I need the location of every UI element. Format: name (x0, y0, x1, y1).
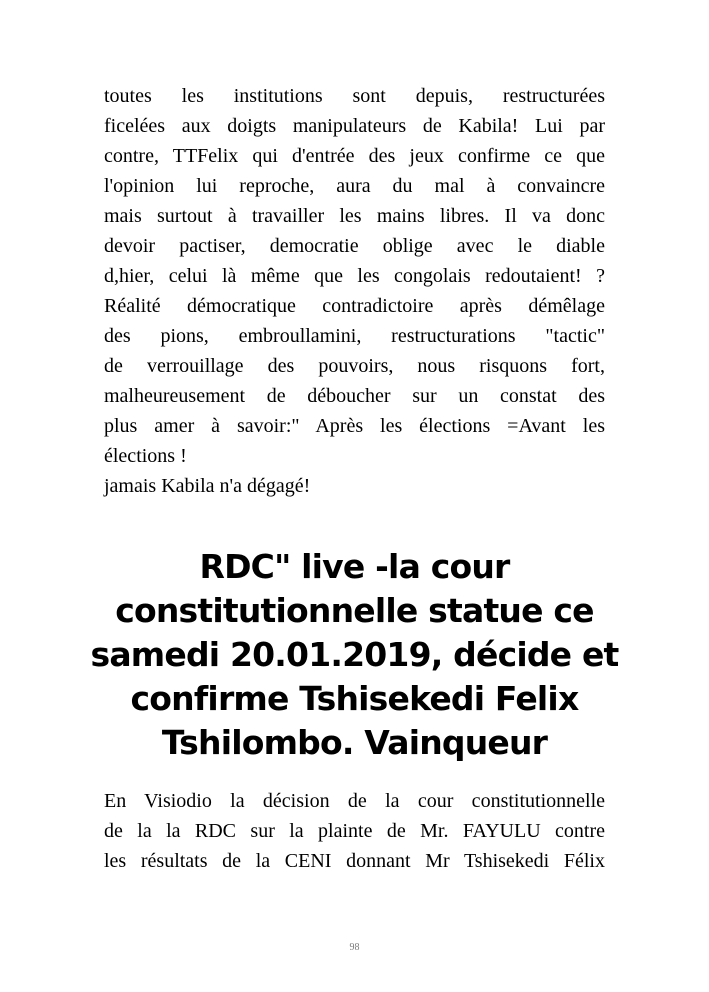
text-line: jamais Kabila n'a dégagé! (104, 475, 311, 497)
text-line: élections ! (104, 445, 187, 467)
text-line: plus amer à savoir:" Après les élections =Avant les (104, 415, 605, 437)
text-line: mais surtout à travailler les mains libres. Il va donc (104, 205, 605, 227)
body-paragraph-2 (104, 786, 605, 876)
text-line: des pions, embroullamini, restructurations "tactic" (104, 325, 605, 347)
body-paragraph-1 (104, 81, 605, 501)
text-line: toutes les institutions sont depuis, restructurées (104, 85, 605, 107)
text-line: malheureusement de déboucher sur un constat des (104, 385, 605, 407)
text-line: En Visiodio la décision de la cour constitutionnelle (104, 790, 605, 812)
text-line: d,hier, celui là même que les congolais redoutaient! ? (104, 265, 605, 287)
text-line: les résultats de la CENI donnant Mr Tshisekedi Félix (104, 850, 605, 872)
text-line: devoir pactiser, democratie oblige avec le diable (104, 235, 605, 257)
page-number: 98 (349, 942, 360, 953)
text-line: contre, TTFelix qui d'entrée des jeux confirme ce que (104, 145, 605, 167)
heading-line: samedi 20.01.2019, décide et (90, 635, 619, 674)
heading-line: Tshilombo. Vainqueur (161, 723, 548, 762)
heading-line: constitutionnelle statue ce (115, 591, 594, 630)
text-line: de la la RDC sur la plainte de Mr. FAYULU contre (104, 820, 605, 842)
article-heading (90, 545, 619, 765)
text-line: ficelées aux doigts manipulateurs de Kabila! Lui par (104, 115, 605, 137)
text-line: Réalité démocratique contradictoire après démêlage (104, 295, 605, 317)
text-line: de verrouillage des pouvoirs, nous risquons fort, (104, 355, 605, 377)
heading-line: RDC" live -la cour (199, 547, 510, 586)
heading-line: confirme Tshisekedi Felix (130, 679, 579, 718)
text-line: l'opinion lui reproche, aura du mal à convaincre (104, 175, 605, 197)
